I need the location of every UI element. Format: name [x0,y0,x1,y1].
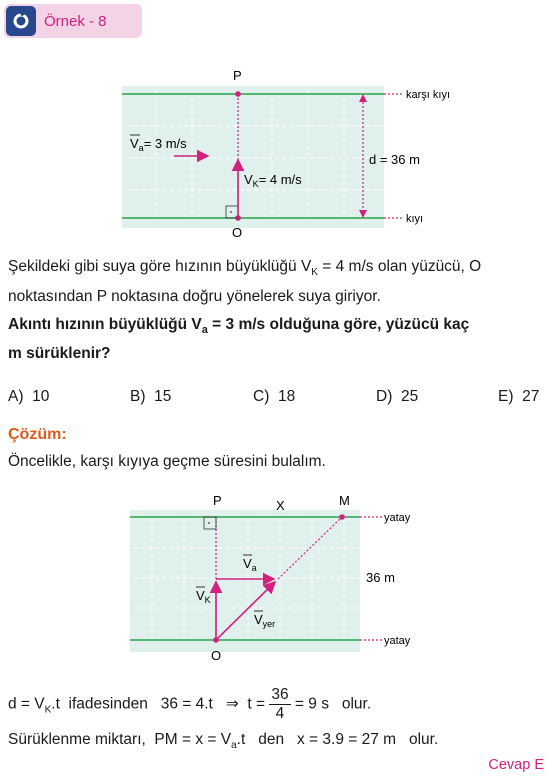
label-o-2: O [211,648,222,663]
point-m [339,514,345,520]
svg-text:Va= 3 m/s: $V_a= 3$ m/s [130,136,187,153]
option-c[interactable]: C) 18 [253,388,296,405]
svg-text:Va: $V_a$ [243,556,257,573]
example-title: Örnek - 8 [44,12,107,30]
figure-1 [0,60,556,240]
option-d[interactable]: D) 25 [376,388,419,405]
equation-2: Sürüklenme miktarı, PM = $x = V_a.t$ den x = 3.9 = 27 m olur. [8,731,439,752]
river-area-2 [130,510,360,652]
svg-text:VK: $V_K$ [196,588,211,605]
label-o: O [232,225,243,240]
label-p-2: P [213,493,222,508]
far-bank-label: karşı kıyı [406,89,451,101]
option-a[interactable]: A) 10 [8,388,50,405]
label-m: M [339,493,350,508]
bottom-bank-label: yatay [384,635,411,647]
label-x: X [276,498,285,513]
distance-label-2: 36 m [366,570,395,585]
example-badge [4,4,142,38]
answer-label: Cevap E [488,757,544,773]
label-p: P [233,68,242,83]
top-bank-label: yatay [384,512,411,524]
river-area [122,86,384,228]
option-e[interactable]: E) 27 [498,388,540,405]
point-p [235,91,241,97]
solution-intro: Öncelikle, karşı kıyıya geçme süresini bulalım. [8,453,326,470]
equation-1: $d = V_K.t$ ifadesinden 36 = 4.t ⇒ t = $\frac{36}{4}$ = 9 s olur. [8,686,372,722]
question-text: Şekildeki gibi suya göre hızının büyüklüğü $V_K = 4$ m/s olan yüzücü, O noktasından P noktasına doğru yönelerek suya giriyor. Akıntı hızının büyüklüğü $V_a = 3$ m/s olduğuna göre, yüzücü kaç m sürüklenir? [8,258,482,363]
svg-text:Vyer: $V_{yer}$ [254,612,276,629]
solution-heading: Çözüm: [8,426,67,443]
distance-label: d = 36 m [369,152,420,167]
figure-2 [0,490,556,670]
near-bank-label: kıyı [406,213,424,225]
ring-icon [6,6,36,36]
option-b[interactable]: B) 15 [130,388,172,405]
svg-text:VK= 4 m/s: $V_K= 4$ m/s [244,172,302,189]
